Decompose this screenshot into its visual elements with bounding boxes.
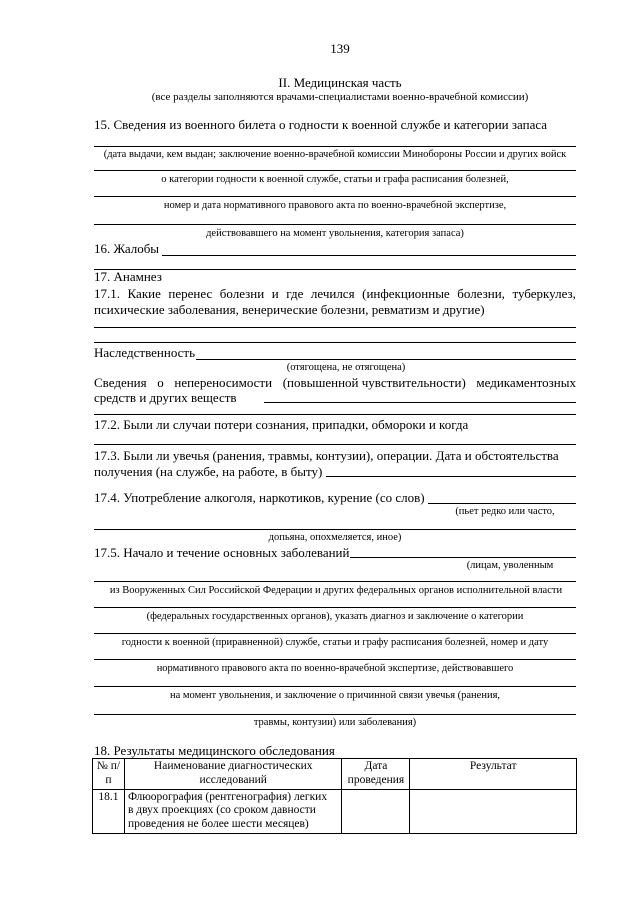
q172-label: 17.2. Были ли случаи потери сознания, припадки, обмороки и когда: [94, 417, 469, 432]
q173-line-2: получения (на службе, на работе, в быту): [94, 464, 323, 479]
header-date: Дата проведения: [342, 759, 410, 790]
q175-field-3[interactable]: [94, 633, 576, 634]
q174-label: 17.4. Употребление алкоголя, наркотиков, курение (со слов): [94, 490, 425, 505]
row-name: Флюорография (рентгенография) легких в двух проекциях (со сроком давности проведения не более шести месяцев): [124, 789, 341, 833]
header-name: Наименование диагностических исследований: [124, 759, 341, 790]
q172-field[interactable]: [94, 444, 576, 445]
intolerance-line-1: Сведения о непереносимости (повышенной чувствительности) медикаментозных: [94, 375, 576, 390]
q175-hint-4: нормативного правового акта по военно-врачебной экспертизе, действовавшего: [156, 663, 514, 674]
q171-line-2: психические заболевания, венерические болезни, ревматизм и другие): [94, 302, 485, 317]
section-title: II. Медицинская часть: [278, 75, 402, 90]
q173-line-1: 17.3. Были ли увечья (ранения, травмы, контузии), операции. Дата и обстоятельства: [94, 448, 559, 463]
intolerance-field[interactable]: [264, 402, 576, 403]
heredity-hint: (отягощена, не отягощена): [286, 362, 406, 373]
row-date-cell[interactable]: [342, 789, 410, 833]
header-num: № п/п: [93, 759, 125, 790]
q174-field-2[interactable]: [94, 529, 576, 530]
q171-line-1: 17.1. Какие перенес болезни и где лечился (инфекционные болезни, туберкулез,: [94, 286, 576, 301]
item15-hint-1: (дата выдачи, кем выдан; заключение военно-врачебной комиссии Минобороны России и других войск: [103, 149, 567, 160]
q175-hint-5: на момент увольнения, и заключение о причинной связи увечья (ранения,: [169, 690, 501, 701]
q175-field-2[interactable]: [94, 607, 576, 608]
q175-hint-2: (федеральных государственных органов), указать диагноз и заключение о категории: [146, 611, 524, 622]
row-num: 18.1: [93, 789, 125, 833]
q175-field-5[interactable]: [94, 686, 576, 687]
heredity-label: Наследственность: [94, 345, 196, 360]
results-table-header: [93, 759, 577, 790]
intolerance-field-2[interactable]: [94, 414, 576, 415]
complaints-line-2[interactable]: [94, 269, 576, 270]
table-row: [93, 789, 577, 833]
item15-hint-4: действовавшего на момент увольнения, категория запаса): [206, 228, 464, 239]
item16-label: 16. Жалобы: [94, 241, 160, 256]
header-result: Результат: [410, 759, 577, 790]
item15-fill-line-3[interactable]: [94, 196, 576, 197]
item15-title: 15. Сведения из военного билета о годности к военной службе и категории запаса: [94, 117, 548, 132]
complaints-field[interactable]: [162, 255, 576, 256]
row-result-cell[interactable]: [410, 789, 577, 833]
item15-hint-3: номер и дата нормативного правового акта по военно-врачебной экспертизе,: [163, 200, 507, 211]
item15-fill-line-1[interactable]: [94, 146, 576, 147]
q174-hint-1: (пьет редко или часто,: [455, 506, 555, 517]
item15-fill-line-4[interactable]: [94, 224, 576, 225]
section-note: (все разделы заполняются врачами-специалистами военно-врачебной комиссии): [151, 91, 529, 103]
q174-hint-2: допьяна, опохмеляется, иное): [268, 532, 402, 543]
q174-field[interactable]: [428, 503, 576, 504]
q175-hint-3: годности к военной (приравненной) службе, статьи и графу расписания болезней, номер и дату: [121, 637, 549, 648]
item18-title: 18. Результаты медицинского обследования: [94, 743, 335, 758]
item15-hint-2: о категории годности к военной службе, статьи и графа расписания болезней,: [161, 174, 509, 185]
heredity-field[interactable]: [196, 359, 576, 360]
q175-field-1[interactable]: [94, 581, 576, 582]
q171-field-1[interactable]: [94, 327, 576, 328]
item15-fill-line-2[interactable]: [94, 170, 576, 171]
q175-hint-0: (лицам, уволенным: [466, 560, 554, 571]
q171-field-2[interactable]: [94, 342, 576, 343]
q175-hint-1: из Вооруженных Сил Российской Федерации и других федеральных органов исполнительной власти: [109, 585, 563, 596]
item17-title: 17. Анамнез: [94, 269, 162, 284]
q175-hint-6: травмы, контузии) или заболевания): [253, 717, 417, 728]
q173-field[interactable]: [326, 476, 576, 477]
q175-field-4[interactable]: [94, 659, 576, 660]
q175-label: 17.5. Начало и течение основных заболеваний: [94, 545, 350, 560]
intolerance-line-2: средств и других веществ: [94, 390, 237, 405]
page-number: 139: [330, 41, 350, 56]
results-table: [92, 758, 577, 834]
q175-field[interactable]: [350, 557, 576, 558]
q175-field-6[interactable]: [94, 714, 576, 715]
